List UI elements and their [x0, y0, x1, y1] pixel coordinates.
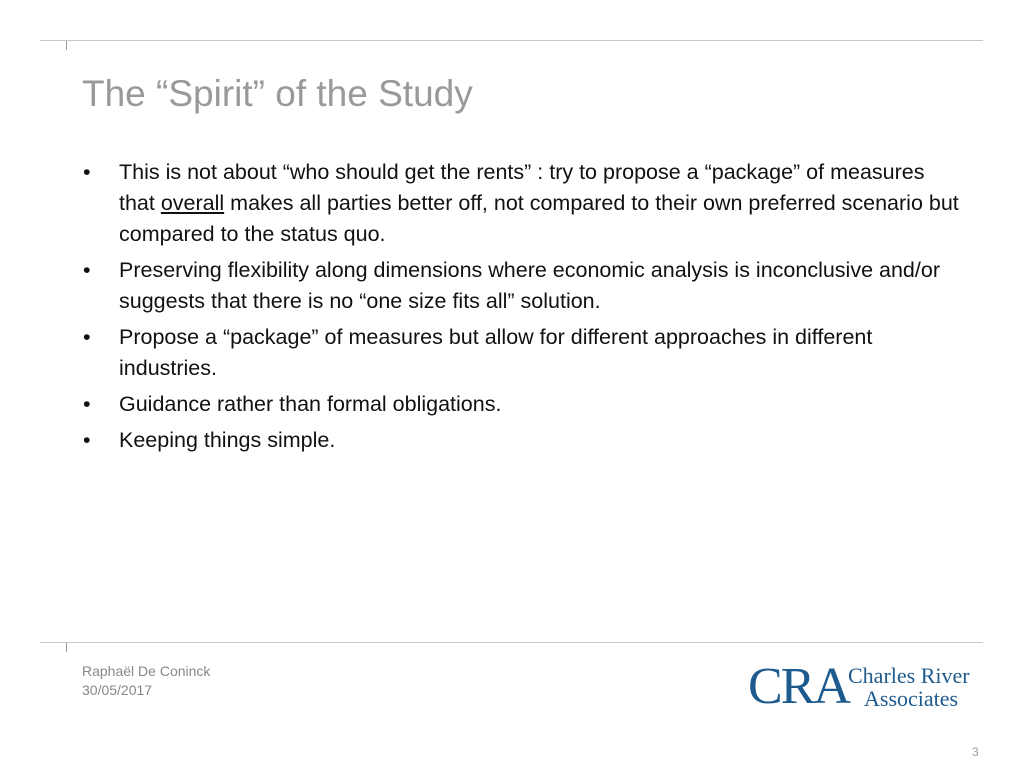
bullet-text: This is not about “who should get the rents” : try to propose a “package” of measures that	[119, 160, 925, 215]
bullet-text: Propose a “package” of measures but allow for different approaches in different industries.	[119, 325, 873, 380]
bullet-item	[82, 157, 962, 250]
bullet-item	[82, 322, 962, 384]
bullet-text: Keeping things simple.	[119, 428, 336, 452]
logo-company-line2: Associates	[864, 686, 959, 711]
footer-date: 30/05/2017	[82, 682, 153, 698]
bullet-dot: •	[83, 392, 91, 416]
bullet-dot: •	[83, 325, 91, 349]
header-tick-mark	[66, 41, 67, 50]
bullet-dot: •	[83, 160, 91, 184]
underlined-emphasis: overall	[160, 191, 225, 215]
bullet-item	[82, 425, 962, 456]
header-divider	[40, 40, 983, 41]
bullet-item	[82, 389, 962, 420]
footer-divider	[40, 642, 983, 643]
bullet-text: makes all parties better off, not compared to their own preferred scenario but compared to the status quo.	[119, 191, 959, 246]
logo-mark: CRA	[748, 658, 849, 715]
cra-logo	[748, 660, 988, 714]
page-number: 3	[972, 745, 979, 759]
bullet-list	[82, 157, 962, 461]
slide-title: The “Spirit” of the Study	[82, 73, 473, 114]
footer-tick-mark	[66, 643, 67, 652]
bullet-dot: •	[83, 428, 91, 452]
bullet-text: Guidance rather than formal obligations.	[119, 392, 502, 416]
bullet-item	[82, 255, 962, 317]
bullet-text: Preserving flexibility along dimensions where economic analysis is inconclusive and/or suggests that there is no “one size fits all” solution.	[119, 258, 940, 313]
logo-company-line1: Charles River	[848, 663, 970, 688]
bullet-dot: •	[83, 258, 91, 282]
footer-author: Raphaël De Coninck	[82, 663, 211, 679]
